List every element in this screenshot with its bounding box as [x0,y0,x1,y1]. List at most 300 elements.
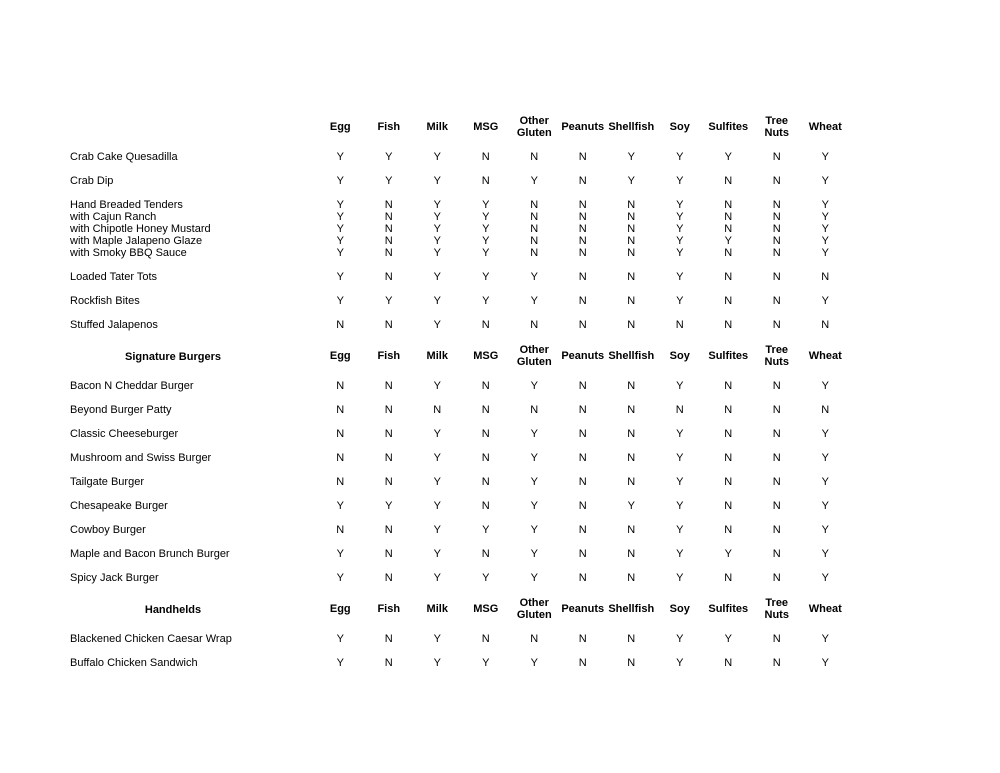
allergen-value: Y [385,175,393,187]
allergen-value: N [772,476,781,488]
allergen-value: N [384,657,393,669]
allergen-value: N [578,235,587,247]
allergen-value: N [530,151,539,163]
allergen-value: Y [336,235,344,247]
allergen-value: Y [530,175,538,187]
allergen-value: Y [821,633,829,645]
allergen-value: N [578,452,587,464]
allergen-value: N [772,452,781,464]
column-header-sulfites: Sulfites [708,120,749,133]
allergen-value: N [336,428,345,440]
allergen-value: Y [676,211,684,223]
table-row [70,235,930,247]
allergen-value: N [724,199,733,211]
column-header-shellfish: Shellfish [608,349,655,362]
section-title: Signature Burgers [125,350,221,363]
allergen-value: Y [821,223,829,235]
table-row [70,657,930,669]
allergen-value: N [724,476,733,488]
allergen-value: N [772,211,781,223]
column-header-other-gluten: Other Gluten [516,344,552,368]
allergen-value: Y [336,548,344,560]
allergen-value: N [578,404,587,416]
column-header-milk: Milk [426,120,448,133]
allergen-value: Y [821,548,829,560]
table-row [70,151,930,163]
item-label: Chesapeake Burger [70,500,168,512]
column-header-shellfish: Shellfish [608,602,655,615]
allergen-value: N [627,657,636,669]
allergen-value: N [627,476,636,488]
allergen-value: N [384,404,393,416]
allergen-value: Y [336,223,344,235]
column-header-wheat: Wheat [808,349,842,362]
allergen-value: N [772,271,781,283]
allergen-value: Y [530,500,538,512]
allergen-value: N [384,199,393,211]
allergen-value: Y [433,235,441,247]
allergen-value: N [384,452,393,464]
item-label: Mushroom and Swiss Burger [70,452,212,464]
allergen-value: Y [482,271,490,283]
section-header-row [70,598,930,621]
allergen-value: Y [676,175,684,187]
item-label: Rockfish Bites [70,295,140,307]
allergen-value: Y [676,428,684,440]
allergen-value: Y [821,247,829,259]
allergen-value: Y [676,151,684,163]
allergen-value: Y [821,524,829,536]
table-row [70,524,930,536]
allergen-value: N [530,319,539,331]
allergen-value: N [578,548,587,560]
allergen-value: Y [336,500,344,512]
allergen-value: Y [433,295,441,307]
column-header-soy: Soy [669,349,690,362]
allergen-value: N [384,235,393,247]
table-row [70,247,930,259]
allergen-value: N [530,404,539,416]
allergen-value: N [772,223,781,235]
item-label: Classic Cheeseburger [70,428,179,440]
table-row [70,319,930,331]
allergen-value: Y [676,271,684,283]
column-header-peanuts: Peanuts [561,349,605,362]
allergen-value: Y [433,452,441,464]
allergen-value: Y [336,247,344,259]
allergen-value: Y [433,211,441,223]
allergen-value: Y [821,657,829,669]
allergen-value: N [481,500,490,512]
allergen-value: Y [433,548,441,560]
column-header-tree-nuts: Tree Nuts [764,115,789,139]
allergen-value: Y [530,548,538,560]
allergen-value: N [530,235,539,247]
section-header-row [70,345,930,368]
allergen-value: Y [821,380,829,392]
allergen-value: Y [336,271,344,283]
item-label: Loaded Tater Tots [70,271,158,283]
allergen-value: Y [821,428,829,440]
allergen-value: N [384,211,393,223]
allergen-value: N [481,428,490,440]
allergen-value: Y [385,295,393,307]
allergen-value: Y [676,572,684,584]
allergen-value: Y [482,199,490,211]
allergen-value: N [627,380,636,392]
table-row [70,223,930,235]
allergen-value: N [578,247,587,259]
allergen-value: Y [627,151,635,163]
allergen-value: N [772,572,781,584]
allergen-value: N [481,380,490,392]
allergen-value: N [578,572,587,584]
allergen-value: N [724,500,733,512]
column-header-soy: Soy [669,120,690,133]
allergen-value: N [627,524,636,536]
table-row [70,271,930,283]
column-header-msg: MSG [473,120,499,133]
allergen-value: N [336,380,345,392]
table-row [70,295,930,307]
column-header-msg: MSG [473,602,499,615]
allergen-value: N [530,199,539,211]
column-header-sulfites: Sulfites [708,602,749,615]
allergen-value: Y [724,633,732,645]
allergen-value: Y [433,175,441,187]
table-row [70,476,930,488]
allergen-value: Y [676,235,684,247]
allergen-value: N [772,380,781,392]
allergen-value: N [627,223,636,235]
allergen-value: Y [433,428,441,440]
allergen-value: N [336,404,345,416]
allergen-value: Y [482,211,490,223]
allergen-value: N [724,223,733,235]
allergen-value: N [481,404,490,416]
allergen-value: N [627,633,636,645]
allergen-value: N [724,175,733,187]
item-label: Beyond Burger Patty [70,404,172,416]
item-label: Spicy Jack Burger [70,572,159,584]
allergen-value: Y [676,657,684,669]
column-header-tree-nuts: Tree Nuts [764,597,789,621]
allergen-value: Y [385,151,393,163]
allergen-value: Y [821,211,829,223]
allergen-value: Y [433,500,441,512]
item-label: Bacon N Cheddar Burger [70,380,194,392]
column-header-other-gluten: Other Gluten [516,115,552,139]
allergen-value: N [578,633,587,645]
allergen-value: N [772,657,781,669]
allergen-value: Y [530,295,538,307]
allergen-value: Y [482,223,490,235]
allergen-value: N [724,657,733,669]
allergen-value: Y [530,380,538,392]
allergen-value: Y [821,151,829,163]
allergen-value: Y [676,247,684,259]
allergen-value: Y [676,524,684,536]
allergen-value: Y [676,380,684,392]
allergen-value: Y [627,500,635,512]
allergen-value: N [481,175,490,187]
allergen-value: Y [821,235,829,247]
allergen-value: N [578,428,587,440]
allergen-value: Y [821,476,829,488]
allergen-value: Y [433,633,441,645]
table-row [70,175,930,187]
item-label: Hand Breaded Tenders [70,199,183,211]
allergen-table [70,116,930,669]
column-header-wheat: Wheat [808,602,842,615]
column-header-egg: Egg [329,602,351,615]
allergen-value: N [530,633,539,645]
allergen-value: N [336,452,345,464]
allergen-value: N [481,476,490,488]
allergen-value: N [772,235,781,247]
allergen-value: N [675,319,684,331]
allergen-value: Y [336,572,344,584]
item-label: Maple and Bacon Brunch Burger [70,548,230,560]
allergen-value: N [336,319,345,331]
allergen-value: Y [821,572,829,584]
allergen-value: Y [724,548,732,560]
allergen-value: Y [336,175,344,187]
allergen-value: N [384,223,393,235]
allergen-value: Y [433,380,441,392]
allergen-value: Y [433,476,441,488]
allergen-value: N [724,452,733,464]
item-label: Crab Dip [70,175,114,187]
allergen-value: Y [530,524,538,536]
allergen-value: Y [336,199,344,211]
item-label: Buffalo Chicken Sandwich [70,657,198,669]
allergen-value: Y [676,633,684,645]
allergen-value: Y [482,524,490,536]
allergen-value: N [821,319,830,331]
allergen-value: Y [676,452,684,464]
allergen-value: N [627,428,636,440]
column-header-sulfites: Sulfites [708,349,749,362]
allergen-value: Y [821,199,829,211]
column-header-milk: Milk [426,349,448,362]
allergen-value: N [578,199,587,211]
allergen-value: Y [385,500,393,512]
allergen-value: N [578,476,587,488]
allergen-value: N [336,524,345,536]
column-header-fish: Fish [377,120,401,133]
column-header-other-gluten: Other Gluten [516,597,552,621]
allergen-value: N [530,211,539,223]
allergen-value: N [578,151,587,163]
allergen-value: N [481,633,490,645]
allergen-value: N [578,175,587,187]
column-header-peanuts: Peanuts [561,120,605,133]
allergen-value: N [384,247,393,259]
allergen-value: Y [530,657,538,669]
allergen-value: Y [530,428,538,440]
allergen-value: N [384,428,393,440]
column-header-egg: Egg [329,349,351,362]
allergen-value: Y [336,211,344,223]
allergen-value: N [578,271,587,283]
allergen-value: N [772,199,781,211]
allergen-value: N [578,657,587,669]
item-label: with Chipotle Honey Mustard [70,223,211,235]
allergen-value: Y [482,295,490,307]
allergen-value: N [384,572,393,584]
allergen-value: Y [676,223,684,235]
allergen-value: Y [433,319,441,331]
allergen-value: Y [676,548,684,560]
allergen-value: N [578,223,587,235]
allergen-value: N [384,548,393,560]
allergen-value: Y [433,271,441,283]
allergen-value: Y [676,295,684,307]
allergen-value: N [724,380,733,392]
item-label: Tailgate Burger [70,476,144,488]
allergen-value: Y [433,657,441,669]
allergen-value: N [772,247,781,259]
allergen-value: Y [482,247,490,259]
allergen-value: N [433,404,442,416]
allergen-value: N [481,548,490,560]
allergen-value: N [772,319,781,331]
allergen-value: N [772,175,781,187]
table-row [70,572,930,584]
table-row [70,633,930,645]
allergen-value: N [384,380,393,392]
table-row [70,211,930,223]
allergen-value: N [481,452,490,464]
allergen-value: N [821,404,830,416]
table-row [70,380,930,392]
allergen-value: N [481,151,490,163]
allergen-value: Y [336,151,344,163]
allergen-value: N [627,319,636,331]
column-header-egg: Egg [329,120,351,133]
allergen-value: N [627,211,636,223]
allergen-value: Y [336,633,344,645]
allergen-value: N [724,271,733,283]
allergen-value: N [384,476,393,488]
allergen-value: N [724,404,733,416]
item-label: with Cajun Ranch [70,211,157,223]
allergen-value: Y [530,572,538,584]
item-label: with Smoky BBQ Sauce [70,247,187,259]
allergen-value: N [384,633,393,645]
allergen-value: N [772,500,781,512]
allergen-value: N [578,500,587,512]
allergen-value: N [627,404,636,416]
allergen-value: N [336,476,345,488]
allergen-value: N [724,295,733,307]
allergen-value: Y [433,247,441,259]
table-row [70,404,930,416]
allergen-value: N [578,319,587,331]
allergen-value: Y [530,452,538,464]
column-header-soy: Soy [669,602,690,615]
allergen-value: N [724,524,733,536]
column-header-wheat: Wheat [808,120,842,133]
allergen-value: N [481,319,490,331]
item-label: Cowboy Burger [70,524,146,536]
allergen-value: N [578,211,587,223]
allergen-value: Y [724,235,732,247]
allergen-value: N [772,151,781,163]
allergen-value: N [627,452,636,464]
item-label: Blackened Chicken Caesar Wrap [70,633,232,645]
allergen-value: N [627,247,636,259]
allergen-value: N [724,247,733,259]
allergen-value: N [384,524,393,536]
allergen-value: N [384,271,393,283]
allergen-value: Y [821,175,829,187]
allergen-value: Y [627,175,635,187]
allergen-value: N [578,524,587,536]
section-title: Handhelds [144,603,202,616]
allergen-value: N [724,428,733,440]
item-label: with Maple Jalapeno Glaze [70,235,203,247]
allergen-value: N [724,211,733,223]
item-label: Stuffed Jalapenos [70,319,158,331]
allergen-value: N [772,524,781,536]
table-row [70,428,930,440]
column-header-fish: Fish [377,602,401,615]
allergen-value: N [821,271,830,283]
allergen-value: N [578,380,587,392]
allergen-value: N [627,295,636,307]
allergen-value: Y [433,524,441,536]
allergen-value: Y [482,657,490,669]
allergen-value: N [530,247,539,259]
allergen-value: N [772,295,781,307]
allergen-value: Y [482,572,490,584]
allergen-value: N [627,572,636,584]
allergen-value: N [772,548,781,560]
table-row [70,199,930,211]
allergen-value: Y [530,476,538,488]
column-header-tree-nuts: Tree Nuts [764,344,789,368]
table-row [70,548,930,560]
allergen-value: N [724,572,733,584]
allergen-value: Y [821,452,829,464]
column-header-shellfish: Shellfish [608,120,655,133]
section-header-row [70,116,930,139]
allergen-value: N [627,548,636,560]
allergen-value: N [772,633,781,645]
allergen-value: Y [336,295,344,307]
allergen-value: N [627,235,636,247]
allergen-value: Y [530,271,538,283]
allergen-value: N [724,319,733,331]
allergen-value: Y [821,500,829,512]
table-row [70,500,930,512]
allergen-value: N [675,404,684,416]
allergen-value: Y [482,235,490,247]
allergen-value: Y [676,199,684,211]
column-header-msg: MSG [473,349,499,362]
allergen-value: Y [433,151,441,163]
allergen-value: N [627,199,636,211]
allergen-value: Y [433,223,441,235]
allergen-value: Y [336,657,344,669]
allergen-value: Y [433,199,441,211]
allergen-value: Y [724,151,732,163]
allergen-value: Y [821,295,829,307]
allergen-value: N [772,404,781,416]
column-header-peanuts: Peanuts [561,602,605,615]
